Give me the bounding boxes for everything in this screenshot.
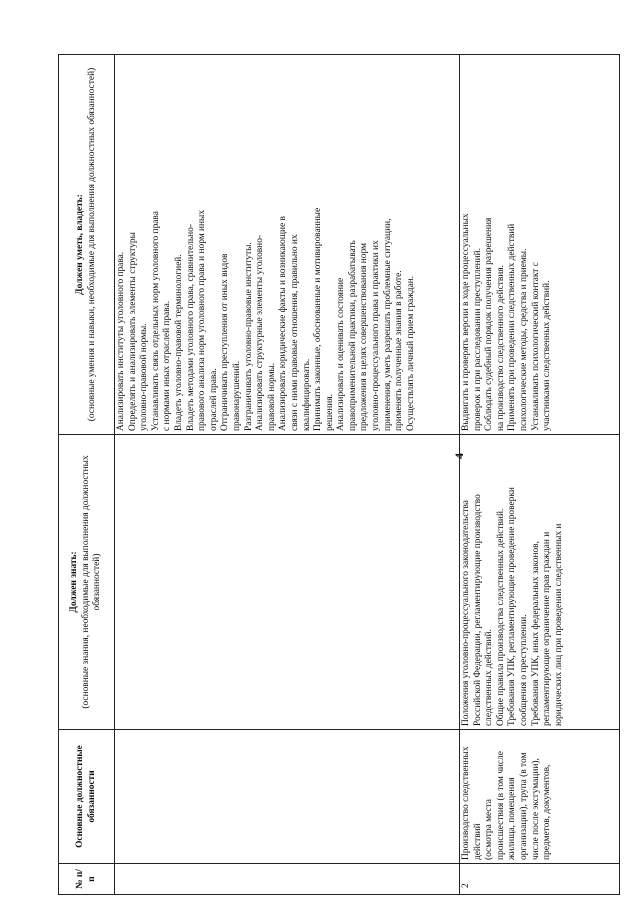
skills-line: связи с ними правовые отношения, правильно их [289,234,300,431]
skills-line: решения. [324,394,335,431]
knowledge-line: Требования УПК, регламентирующие проведение проверки [507,487,518,726]
skills-line: участниками следственных действий. [542,280,553,431]
skills-line: Анализировать структурные элементы уголовно- [255,234,266,431]
header-num: № п/п [59,864,115,895]
skills-line: Устанавливать психологический контакт с [530,262,541,431]
table-row [460,55,620,895]
skills-line: психологические методы, средства и приемы. [518,248,529,431]
page-number: 4 [452,453,466,459]
header-skills-sub: (основные умения и навыки, необходимые для выполнения должностных обязанностей) [86,67,97,422]
duties-line: предметов, документов, [542,764,553,860]
knowledge-cell [460,435,620,730]
duties-line: действий [472,823,483,860]
knowledge-line: Российской Федерации, регламентирующие производство [472,494,483,726]
duties-line: жилища, помещения [507,777,518,860]
skills-line: Анализировать и оценивать состояние [336,277,347,431]
skills-line: Разграничивать уголовно-правовые институты. [243,242,254,431]
duties-table [58,54,620,895]
skills-line: правовой нормы. [266,362,277,431]
duties-line: организации), трупа (в том [518,752,529,860]
skills-line: на производство следственного действия. [495,265,506,431]
skills-line: Применять при проведении следственных действий [507,223,518,431]
skills-cell [115,55,460,435]
knowledge-line: регламентирующие ограничение прав граждан и [542,531,553,726]
knowledge-line: Требования УПК, иных федеральных законов, [530,541,541,726]
skills-line: правонарушений. [231,360,242,431]
skills-line: квалифицировать. [301,358,312,431]
knowledge-line: Общие правила производства следственных действий. [495,508,506,726]
header-skills-title: Должен уметь, владеть: [74,194,85,295]
knowledge-line: юридических лиц при проведении следственных и [553,523,564,726]
duties-cell [115,730,460,864]
skills-line: Анализировать юридические факты и возникающие в [278,216,289,431]
skills-line: применения, уметь разрешать проблемные ситуации, [382,218,393,431]
skills-line: Выдвигать и проверять версии в ходе процессуальных [461,213,471,431]
skills-line: уголовно-процессуального права и практики их [371,240,382,431]
knowledge-line: следственных действий. [484,629,495,726]
header-knowledge-sub: (основные знания, необходимые для выполнения должностных обязанностей) [80,455,103,709]
skills-line: Устанавливать связь отдельных норм уголовного права [150,211,161,431]
knowledge-line: сообщения о преступлении. [518,614,529,726]
header-knowledge [59,435,115,730]
skills-line: Владеть методами уголовного права, сравнительно- [185,224,196,431]
duties-cell [460,730,620,864]
header-knowledge-title: Должен знать: [69,551,80,613]
skills-line: Соблюдать судебный порядок получения разрешения [484,217,495,431]
skills-line: правового анализа норм уголовного права и норм иных [197,209,208,431]
duties-line: числе после эксгумации), [530,758,541,860]
skills-line: правоприменительной практики, разрабатывать [347,240,358,431]
skills-line: Принимать законные, обоснованные и мотивированные [313,207,324,431]
skills-line: Анализировать институты уголовного права. [116,251,126,431]
skills-line: Отграничивать преступления от иных видов [220,253,231,431]
table-header-row [59,55,115,895]
skills-line: применять полученные знания в работе. [394,270,405,431]
duties-line: (осмотра места [484,799,495,860]
skills-line: Определять и анализировать элементы структуры [127,232,138,431]
skills-line: с нормами иных отраслей права. [162,300,173,431]
skills-line: отраслей права. [208,368,219,431]
skills-line: Владеть уголовно-правовой терминологией. [173,254,184,431]
skills-line: предложения в целях совершенствования норм [359,243,370,431]
duties-line: Производство следственных [461,746,471,860]
skills-line: уголовно-правовой нормы. [139,323,150,431]
table-row [115,55,460,895]
duties-line: происшествия (в том числе [495,751,506,860]
skills-line: проверок и при расследовании преступлений. [472,248,483,431]
knowledge-cell [115,435,460,730]
skills-cell [460,55,620,435]
header-skills [59,55,115,435]
row-number: 2 [460,864,620,895]
header-duties: Основные должностные обязанности [59,730,115,864]
row-number [115,864,460,895]
knowledge-line: Положения уголовно-процессуального законодательства [461,500,471,726]
skills-line: Осуществлять личный прием граждан. [405,275,416,431]
